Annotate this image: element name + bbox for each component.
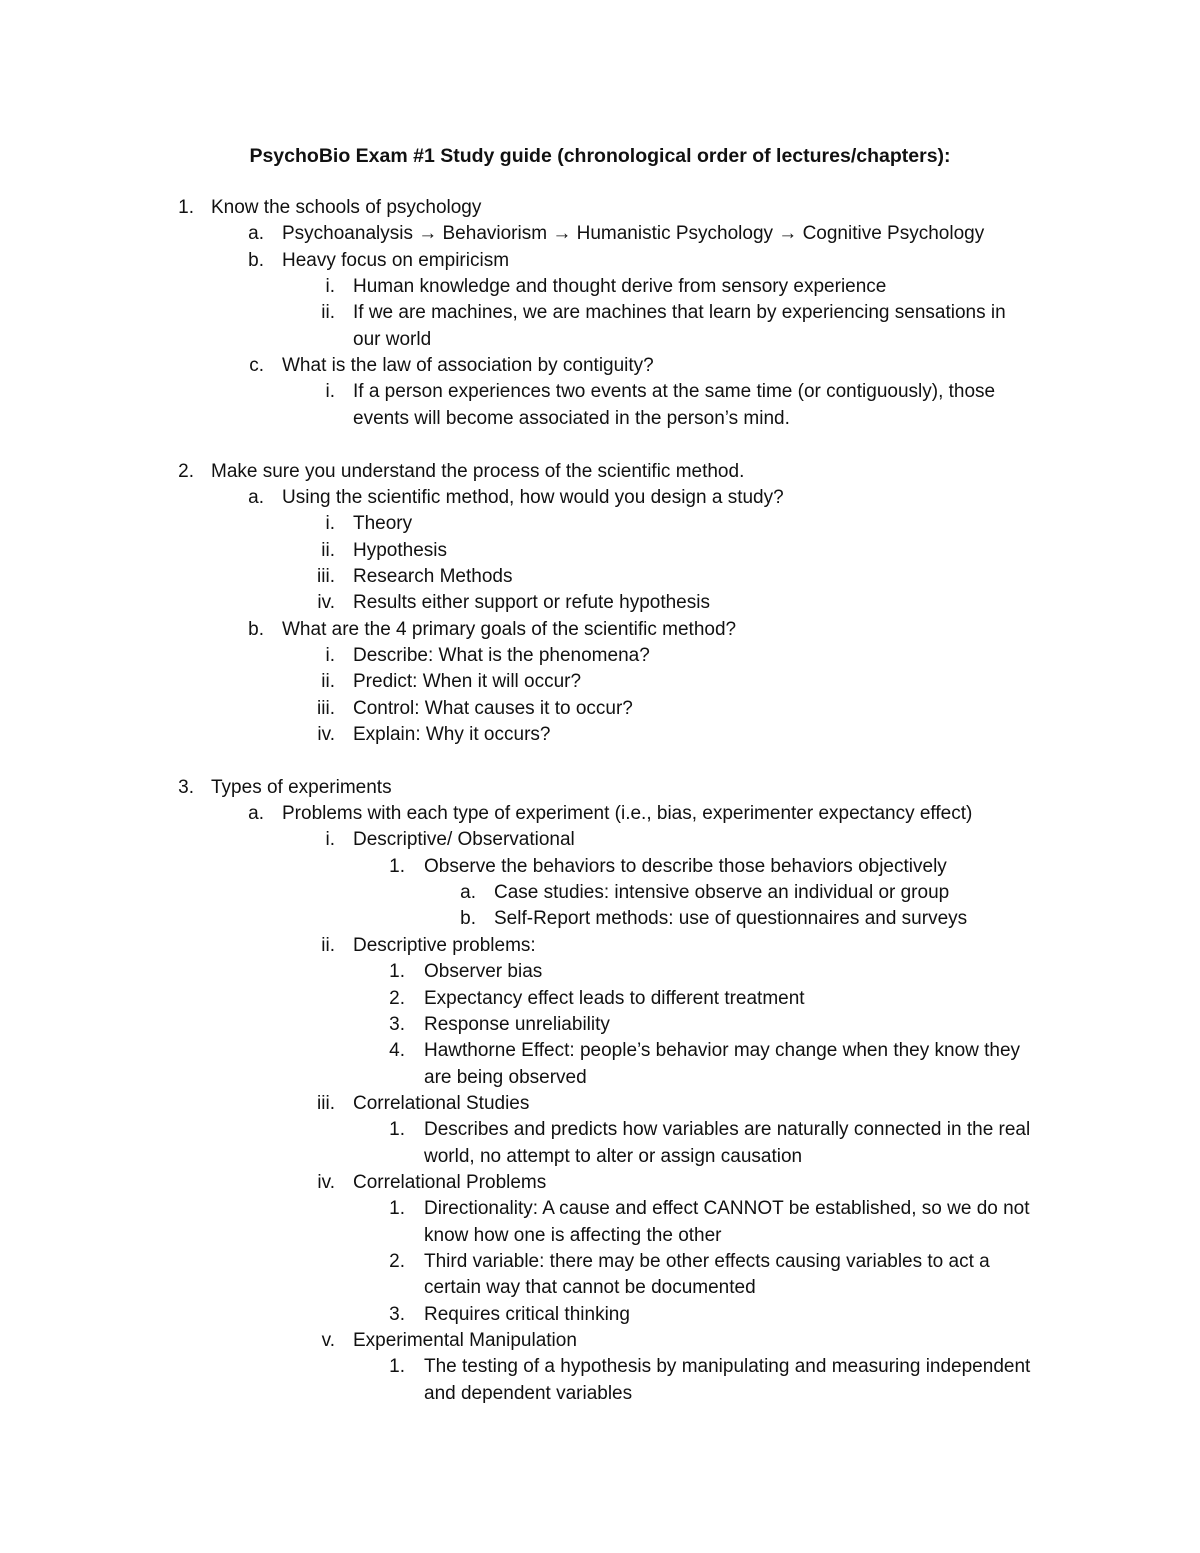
list-marker: 1. [389, 961, 405, 982]
outline-line-level-2: Problems with each type of experiment (i.e., bias, experimenter expectancy effect) [282, 803, 973, 824]
outline-line-level-4: Observer bias [424, 961, 543, 982]
outline-line-level-3: Experimental Manipulation [353, 1330, 577, 1351]
list-marker: a. [248, 803, 264, 824]
list-marker: 3. [178, 777, 194, 798]
outline-line-level-4: Describes and predicts how variables are naturally connected in the real [424, 1119, 1031, 1140]
outline-line-level-4: are being observed [424, 1067, 587, 1088]
outline-line-level-3: Explain: Why it occurs? [353, 724, 551, 745]
outline-line-level-3: Research Methods [353, 566, 513, 587]
outline-line-level-3: Describe: What is the phenomena? [353, 645, 650, 666]
outline-line-level-3: Control: What causes it to occur? [353, 698, 633, 719]
outline-line-level-4: certain way that cannot be documented [424, 1277, 756, 1298]
list-marker: iii. [317, 566, 335, 587]
outline-line-level-4: world, no attempt to alter or assign causation [424, 1146, 803, 1167]
outline-line-level-2: Using the scientific method, how would you design a study? [282, 487, 784, 508]
list-marker: 1. [389, 1119, 405, 1140]
list-marker: a. [248, 487, 264, 508]
list-marker: a. [460, 882, 476, 903]
list-marker: iii. [317, 698, 335, 719]
outline-line-level-4: Third variable: there may be other effects causing variables to act a [424, 1251, 990, 1272]
list-marker: i. [325, 645, 335, 666]
outline-line-level-1: Types of experiments [211, 777, 392, 798]
outline-line-level-2: Heavy focus on empiricism [282, 250, 510, 271]
list-marker: iv. [317, 1172, 335, 1193]
list-marker: i. [325, 276, 335, 297]
list-marker: ii. [321, 935, 335, 956]
list-marker: b. [460, 908, 476, 929]
outline-line-level-3: Correlational Problems [353, 1172, 547, 1193]
list-marker: 1. [389, 856, 405, 877]
list-marker: b. [248, 619, 264, 640]
list-marker: iii. [317, 1093, 335, 1114]
list-marker: 3. [389, 1014, 405, 1035]
list-marker: 1. [389, 1356, 405, 1377]
outline-line-level-4: and dependent variables [424, 1383, 633, 1404]
outline-line-level-3: events will become associated in the person’s mind. [353, 408, 790, 429]
outline-line-level-2: What are the 4 primary goals of the scientific method? [282, 619, 737, 640]
outline-line-level-4: know how one is affecting the other [424, 1225, 722, 1246]
list-marker: v. [321, 1330, 335, 1351]
list-marker: iv. [317, 724, 335, 745]
outline-line-level-2: What is the law of association by contiguity? [282, 355, 654, 376]
outline-line-level-4: Requires critical thinking [424, 1304, 630, 1325]
list-marker: ii. [321, 540, 335, 561]
outline-line-level-1: Know the schools of psychology [211, 197, 482, 218]
list-marker: ii. [321, 671, 335, 692]
list-marker: a. [248, 223, 264, 244]
outline-line-level-3: If a person experiences two events at the same time (or contiguously), those [353, 381, 996, 402]
outline-line-level-1: Make sure you understand the process of the scientific method. [211, 461, 745, 482]
list-marker: c. [249, 355, 264, 376]
outline-line-level-5: Case studies: intensive observe an individual or group [494, 882, 950, 903]
outline-line-level-4: Expectancy effect leads to different treatment [424, 988, 805, 1009]
list-marker: 3. [389, 1304, 405, 1325]
list-marker: b. [248, 250, 264, 271]
list-marker: iv. [317, 592, 335, 613]
list-marker: 1. [389, 1198, 405, 1219]
outline-line-level-3: Results either support or refute hypothesis [353, 592, 710, 613]
list-marker: 1. [178, 197, 194, 218]
page-title: PsychoBio Exam #1 Study guide (chronological order of lectures/chapters): [249, 145, 951, 167]
outline-line-level-4: Response unreliability [424, 1014, 610, 1035]
list-marker: i. [325, 381, 335, 402]
outline-line-level-4: Hawthorne Effect: people’s behavior may change when they know they [424, 1040, 1021, 1061]
outline-line-level-3: Theory [353, 513, 413, 534]
outline-line-level-4: Directionality: A cause and effect CANNOT be established, so we do not [424, 1198, 1030, 1219]
outline-line-level-3: Human knowledge and thought derive from sensory experience [353, 276, 887, 297]
list-marker: 2. [389, 988, 405, 1009]
outline-line-level-5: Self-Report methods: use of questionnaires and surveys [494, 908, 968, 929]
outline-line-level-3: our world [353, 329, 432, 350]
outline-line-level-3: Hypothesis [353, 540, 447, 561]
outline-line-level-3: Predict: When it will occur? [353, 671, 582, 692]
list-marker: 2. [178, 461, 194, 482]
list-marker: ii. [321, 302, 335, 323]
outline-line-level-4: Observe the behaviors to describe those behaviors objectively [424, 856, 947, 877]
outline-line-level-3: Correlational Studies [353, 1093, 530, 1114]
list-marker: 2. [389, 1251, 405, 1272]
list-marker: i. [325, 829, 335, 850]
outline-line-level-2: Psychoanalysis → Behaviorism → Humanistic Psychology → Cognitive Psychology [282, 223, 985, 244]
outline-line-level-3: If we are machines, we are machines that learn by experiencing sensations in [353, 302, 1006, 323]
list-marker: i. [325, 513, 335, 534]
outline-line-level-3: Descriptive/ Observational [353, 829, 575, 850]
list-marker: 4. [389, 1040, 405, 1061]
outline-line-level-4: The testing of a hypothesis by manipulating and measuring independent [424, 1356, 1031, 1377]
outline-line-level-3: Descriptive problems: [353, 935, 536, 956]
